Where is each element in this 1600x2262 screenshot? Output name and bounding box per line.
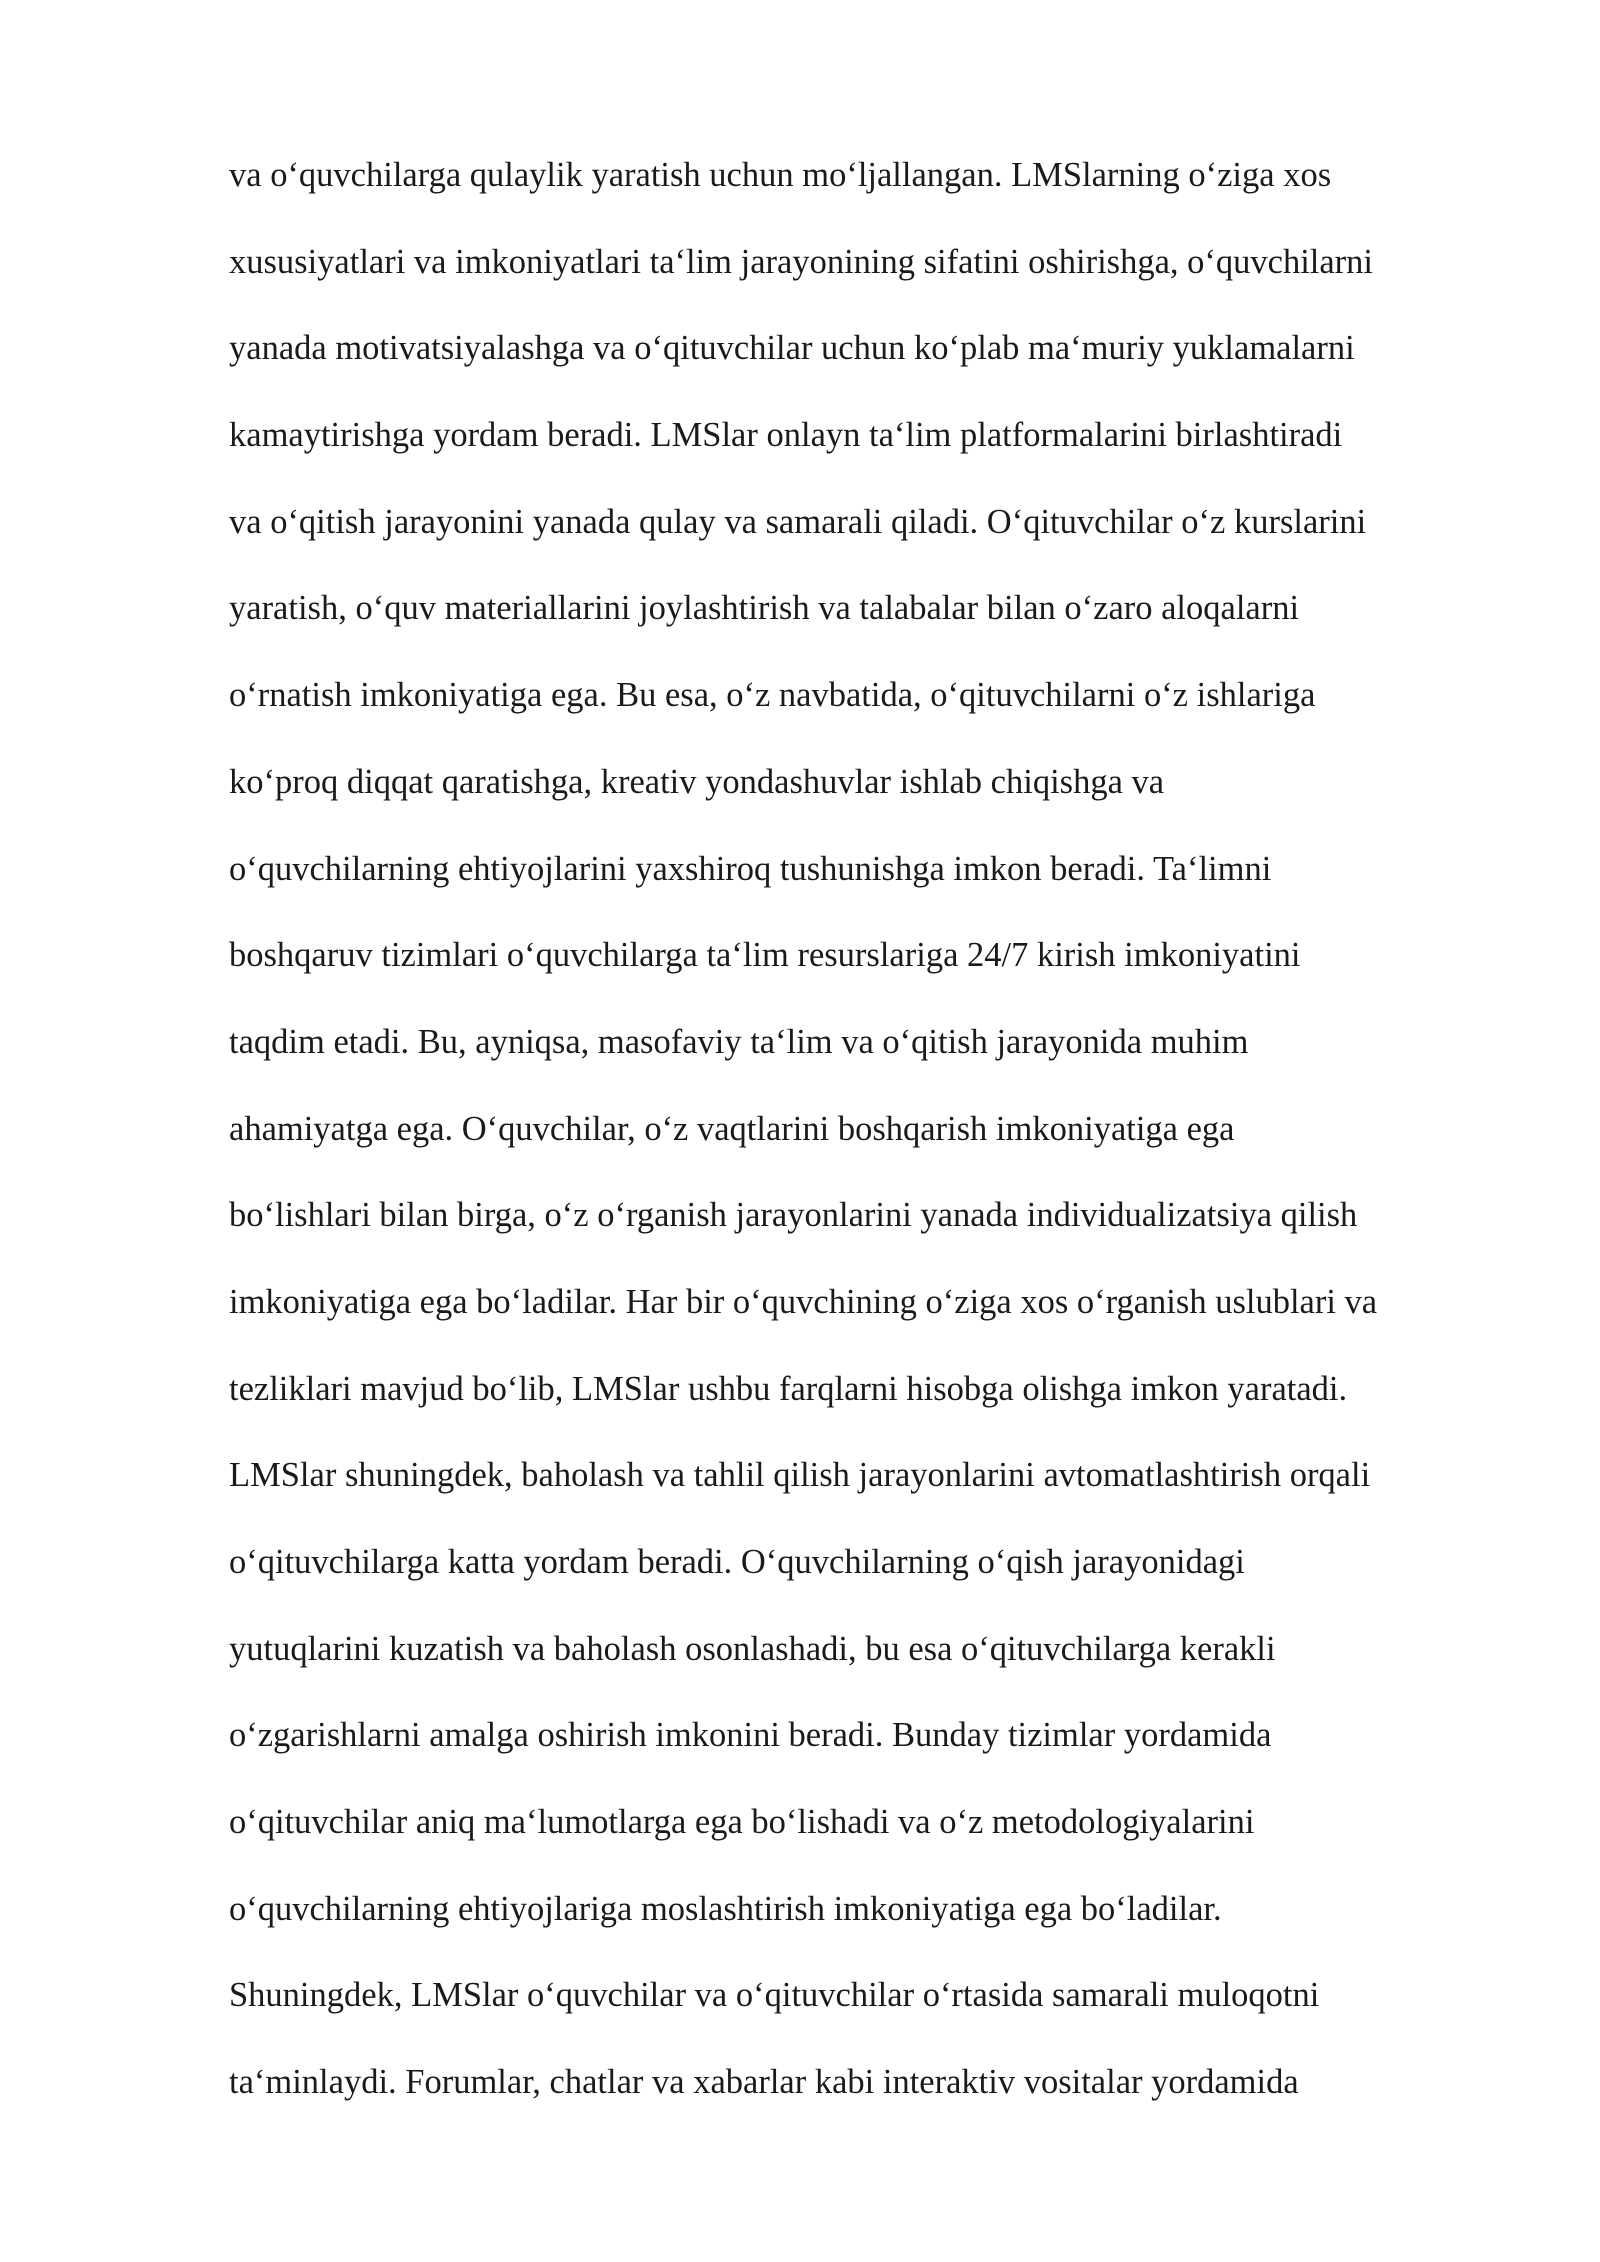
- text-line: o‘rnatish imkoniyatiga ega. Bu esa, o‘z navbatida, o‘qituvchilarni o‘z ishlariga: [229, 676, 1316, 715]
- text-line: va o‘qitish jarayonini yanada qulay va samarali qiladi. O‘qituvchilar o‘z kurslarini: [229, 502, 1367, 541]
- text-line: xususiyatlari va imkoniyatlari ta‘lim jarayonining sifatini oshirishga, o‘quvchilarni: [229, 242, 1374, 281]
- text-line: yanada motivatsiyalashga va o‘qituvchilar uchun ko‘plab ma‘muriy yuklamalarni: [229, 329, 1355, 368]
- text-line: bo‘lishlari bilan birga, o‘z o‘rganish jarayonlarini yanada individualizatsiya qilish: [229, 1196, 1358, 1235]
- text-line: yaratish, o‘quv materiallarini joylashtirish va talabalar bilan o‘zaro aloqalarni: [229, 589, 1300, 628]
- text-line: o‘zgarishlarni amalga oshirish imkonini beradi. Bunday tizimlar yordamida: [229, 1716, 1272, 1755]
- text-line: va o‘quvchilarga qulaylik yaratish uchun mo‘ljallangan. LMSlarning o‘ziga xos: [229, 156, 1332, 194]
- text-line: Shuningdek, LMSlar o‘quvchilar va o‘qituvchilar o‘rtasida samarali muloqotni: [229, 1976, 1320, 2015]
- text-line: o‘qituvchilar aniq ma‘lumotlarga ega bo‘lishadi va o‘z metodologiyalarini: [229, 1803, 1255, 1842]
- body-paragraph: [229, 145, 1529, 2139]
- text-line: imkoniyatiga ega bo‘ladilar. Har bir o‘quvchining o‘ziga xos o‘rganish uslublari va: [229, 1282, 1378, 1321]
- text-line: LMSlar shuningdek, baholash va tahlil qilish jarayonlarini avtomatlashtirish orqali: [229, 1456, 1371, 1495]
- text-line: kamaytirishga yordam beradi. LMSlar onlayn ta‘lim platformalarini birlashtiradi: [229, 416, 1343, 455]
- text-line: tezliklari mavjud bo‘lib, LMSlar ushbu farqlarni hisobga olishga imkon yaratadi.: [229, 1369, 1348, 1408]
- text-line: taqdim etadi. Bu, ayniqsa, masofaviy ta‘lim va o‘qitish jarayonida muhim: [229, 1022, 1249, 1061]
- text-line: o‘quvchilarning ehtiyojlariga moslashtirish imkoniyatiga ega bo‘ladilar.: [229, 1889, 1222, 1928]
- text-line: ta‘minlaydi. Forumlar, chatlar va xabarlar kabi interaktiv vositalar yordamida: [229, 2063, 1299, 2102]
- text-line: ko‘proq diqqat qaratishga, kreativ yondashuvlar ishlab chiqishga va: [229, 762, 1165, 801]
- text-line: ahamiyatga ega. O‘quvchilar, o‘z vaqtlarini boshqarish imkoniyatiga ega: [229, 1109, 1235, 1148]
- text-line: yutuqlarini kuzatish va baholash osonlashadi, bu esa o‘qituvchilarga kerakli: [229, 1629, 1276, 1668]
- text-line: o‘quvchilarning ehtiyojlarini yaxshiroq tushunishga imkon beradi. Ta‘limni: [229, 849, 1272, 888]
- text-line: o‘qituvchilarga katta yordam beradi. O‘quvchilarning o‘qish jarayonidagi: [229, 1543, 1245, 1581]
- text-line: boshqaruv tizimlari o‘quvchilarga ta‘lim resurslariga 24/7 kirish imkoniyatini: [229, 936, 1301, 975]
